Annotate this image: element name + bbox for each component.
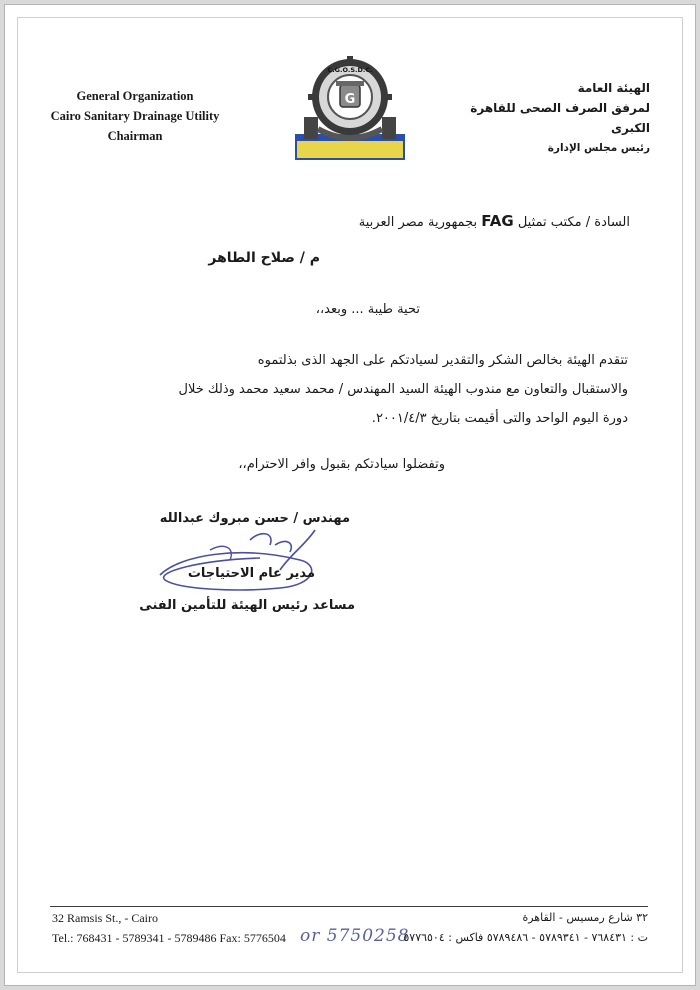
footer-phones-en: Tel.: 768431 - 5789341 - 5789486 Fax: 5776504 bbox=[52, 931, 286, 945]
greeting: تحية طيبة ... وبعد،، bbox=[315, 302, 420, 317]
footer-phones-ar: ت : ٧٦٨٤٣١ - ٥٧٨٩٣٤١ - ٥٧٨٩٤٨٦ فاكس : ٥٧٧٦٥٠٤ bbox=[403, 931, 648, 944]
chairman-ar: رئيس مجلس الإدارة bbox=[547, 142, 650, 154]
footer-address-ar: ٣٢ شارع رمسيس - القاهرة bbox=[522, 911, 648, 924]
addressee-line bbox=[359, 212, 630, 230]
addressee-company: FAG bbox=[481, 212, 514, 230]
signer-name: مهندس / حسن مبروك عبدالله bbox=[159, 511, 350, 526]
body-line-2: والاستقبال والتعاون مع مندوب الهيئة السيد المهندس / محمد سعيد محمد وذلك خلال bbox=[178, 382, 628, 397]
handwritten-signature bbox=[140, 520, 350, 600]
attention-line: م / صلاح الطاهر bbox=[208, 250, 320, 266]
logo-top-text: C.G.O.S.D.C. bbox=[327, 66, 373, 74]
addressee-suffix: بجمهورية مصر العربية bbox=[358, 215, 478, 230]
english-letterhead bbox=[40, 86, 230, 146]
body-line-3: دورة اليوم الواحد والتى أقيمت بتاريخ ٢٠٠١/٤/٣. bbox=[371, 411, 628, 426]
addressee-prefix: السادة / مكتب تمثيل bbox=[517, 215, 630, 230]
letter-body bbox=[73, 346, 628, 433]
footer-divider bbox=[50, 906, 648, 907]
closing-line: وتفضلوا سيادتكم بقبول وافر الاحترام،، bbox=[238, 457, 445, 472]
org-name-ar: الهيئة العامة bbox=[577, 81, 650, 95]
organization-logo bbox=[290, 55, 410, 165]
signer-title-1: مدير عام الاحتياجات bbox=[187, 566, 315, 581]
chairman-en: Chairman bbox=[107, 129, 163, 143]
logo-inner-letter: G bbox=[344, 92, 356, 107]
utility-name-ar: لمرفق الصرف الصحى للقاهرة الكبرى bbox=[470, 101, 650, 135]
org-name-en: General Organization bbox=[76, 89, 194, 103]
utility-name-en: Cairo Sanitary Drainage Utility bbox=[50, 109, 220, 123]
signer-title-2: مساعد رئيس الهيئة للتأمين الفنى bbox=[139, 598, 355, 613]
handwritten-phone-note: or 5750258 bbox=[300, 926, 410, 946]
body-line-1: تتقدم الهيئة بخالص الشكر والتقدير لسيادتكم على الجهد الذى بذلتموه bbox=[257, 353, 628, 368]
footer-address-en: 32 Ramsis St., - Cairo bbox=[52, 911, 159, 925]
arabic-letterhead bbox=[450, 78, 650, 158]
